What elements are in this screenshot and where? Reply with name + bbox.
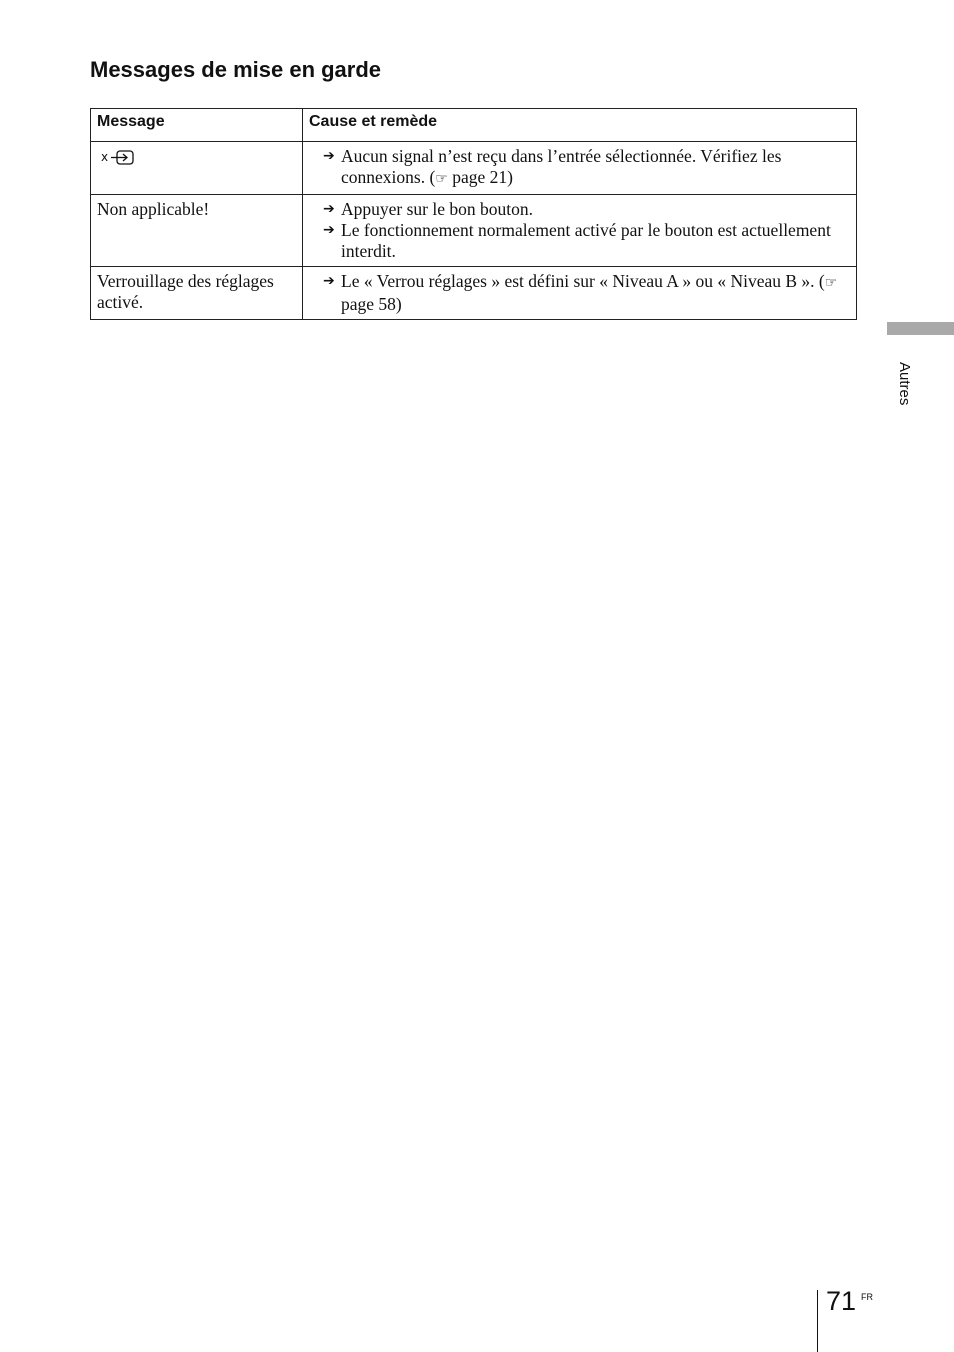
page-reference: page 21) <box>452 167 513 187</box>
remedy-item <box>323 220 850 262</box>
arrow-icon: ➔ <box>323 148 335 164</box>
remedy-text: Le fonctionnement normalement activé par le bouton est actuellement interdit. <box>341 220 831 261</box>
header-message: Message <box>91 109 303 142</box>
arrow-icon: ➔ <box>323 222 335 238</box>
arrow-icon: ➔ <box>323 273 335 289</box>
reference-hand-icon: ☞ <box>824 275 838 291</box>
reference-hand-icon: ☞ <box>435 171 448 187</box>
message-cell <box>91 142 303 195</box>
warning-messages-table <box>90 108 857 320</box>
table-row <box>91 195 857 267</box>
table-row <box>91 142 857 195</box>
table-header-row <box>91 109 857 142</box>
svg-text:x: x <box>101 150 109 164</box>
page-number: 71 <box>826 1286 857 1316</box>
remedy-item <box>323 271 850 315</box>
page-reference: page 58) <box>341 294 402 314</box>
section-tab-marker <box>887 322 954 335</box>
remedy-text: Le « Verrou réglages » est défini sur « Niveau A » ou « Niveau B ». ( <box>341 271 825 291</box>
remedy-cell <box>303 267 857 320</box>
section-title: Messages de mise en garde <box>90 57 382 82</box>
section-side-label: Autres <box>896 362 913 406</box>
header-remedy: Cause et remède <box>303 109 857 142</box>
table-row <box>91 267 857 320</box>
message-cell: Non applicable! <box>91 195 303 267</box>
remedy-item <box>323 199 850 220</box>
page-number-divider <box>817 1290 818 1352</box>
arrow-icon: ➔ <box>323 201 335 217</box>
remedy-text: Aucun signal n’est reçu dans l’entrée sélectionnée. Vérifiez les connexions. ( <box>341 146 782 187</box>
page-language-code: FR <box>861 1292 873 1302</box>
remedy-text: Appuyer sur le bon bouton. <box>341 199 533 219</box>
remedy-item <box>323 146 850 190</box>
remedy-cell <box>303 142 857 195</box>
message-cell: Verrouillage des réglages activé. <box>91 267 303 320</box>
no-signal-input-icon <box>101 149 137 172</box>
remedy-cell <box>303 195 857 267</box>
